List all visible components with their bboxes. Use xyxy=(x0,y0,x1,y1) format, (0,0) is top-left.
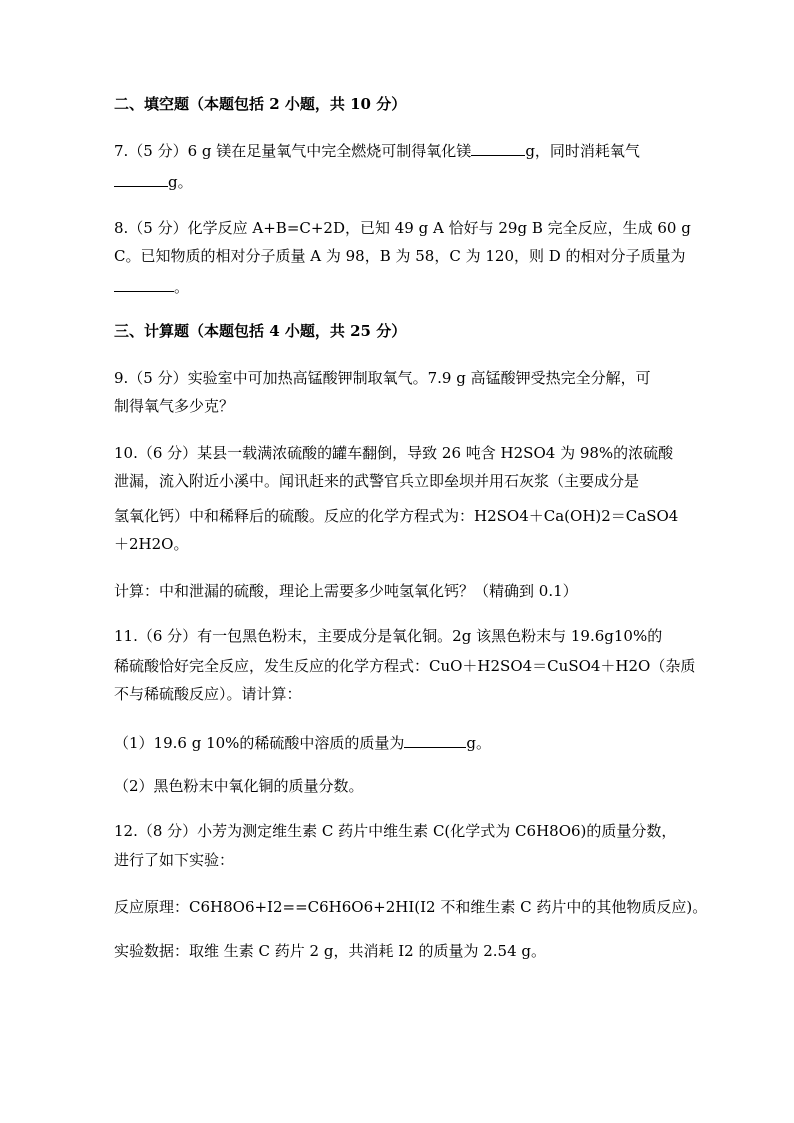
question-9-line-2: 制得氧气多少克？ xyxy=(114,397,235,415)
q7-text-b: g，同时消耗氧气 xyxy=(525,142,640,160)
section-3-heading: 三、计算题（本题包括 4 小题，共 25 分） xyxy=(114,322,407,340)
question-8-line-3 xyxy=(114,277,189,297)
section-2-heading: 二、填空题（本题包括 2 小题，共 10 分） xyxy=(114,95,407,113)
question-8: 8.（5 分）化学反应 A+B=C+2D，已知 49 g A 恰好与 29g B 完全反应，生成 60 g xyxy=(114,219,691,237)
question-11-line-3: 不与稀硫酸反应）。请计算： xyxy=(114,685,302,703)
question-12-line-2: 进行了如下实验： xyxy=(114,851,235,869)
question-8-line-2: C。已知物质的相对分子质量 A 为 98，B 为 58，C 为 120，则 D 的相对分子质量为 xyxy=(114,247,686,265)
q7-answer-blank-2[interactable] xyxy=(114,172,168,187)
question-7 xyxy=(114,141,640,161)
question-10-line-2: 泄漏，流入附近小溪中。闻讯赶来的武警官兵立即垒坝并用石灰浆（主要成分是 xyxy=(114,472,640,490)
question-7-cont xyxy=(114,172,193,192)
question-10-line-4: ＋2H2O。 xyxy=(114,535,189,553)
q11-sub1-end: g。 xyxy=(466,734,492,752)
question-11-line-2: 稀硫酸恰好完全反应，发生反应的化学方程式：CuO＋H2SO4＝CuSO4＋H2O（杂质 xyxy=(114,657,696,675)
question-12-principle: 反应原理：C6H8O6+I2==C6H6O6+2HI(I2 不和维生素 C 药片中的其他物质反应)。 xyxy=(114,898,708,916)
q11-sub1-text: （1）19.6 g 10%的稀硫酸中溶质的质量为 xyxy=(114,734,405,752)
question-10-line-3: 氢氧化钙）中和稀释后的硫酸。反应的化学方程式为：H2SO4＋Ca(OH)2＝CaSO4 xyxy=(114,507,679,525)
question-10: 10.（6 分）某县一载满浓硫酸的罐车翻倒，导致 26 吨含 H2SO4 为 98%的浓硫酸 xyxy=(114,444,674,462)
q8-answer-blank[interactable] xyxy=(114,277,174,292)
question-12: 12.（8 分）小芳为测定维生素 C 药片中维生素 C(化学式为 C6H8O6)的质量分数， xyxy=(114,822,677,840)
q7-text-a: 7.（5 分）6 g 镁在足量氧气中完全燃烧可制得氧化镁 xyxy=(114,142,472,160)
question-11-sub-2: （2）黑色粉末中氧化铜的质量分数。 xyxy=(114,777,364,795)
q11-answer-blank[interactable] xyxy=(404,733,466,748)
question-11-sub-1 xyxy=(114,733,491,753)
q7-text-c: g。 xyxy=(168,173,193,191)
q8-text-end: 。 xyxy=(174,278,190,296)
question-11: 11.（6 分）有一包黑色粉末，主要成分是氧化铜。2g 该黑色粉末与 19.6g10%的 xyxy=(114,627,663,645)
q7-answer-blank-1[interactable] xyxy=(471,141,525,156)
question-9: 9.（5 分）实验室中可加热高锰酸钾制取氧气。7.9 g 高锰酸钾受热完全分解，可 xyxy=(114,369,651,387)
question-10-calc: 计算：中和泄漏的硫酸，理论上需要多少吨氢氧化钙？（精确到 0.1） xyxy=(114,582,578,600)
question-12-data: 实验数据：取维 生素 C 药片 2 g，共消耗 I2 的质量为 2.54 g。 xyxy=(114,942,547,960)
